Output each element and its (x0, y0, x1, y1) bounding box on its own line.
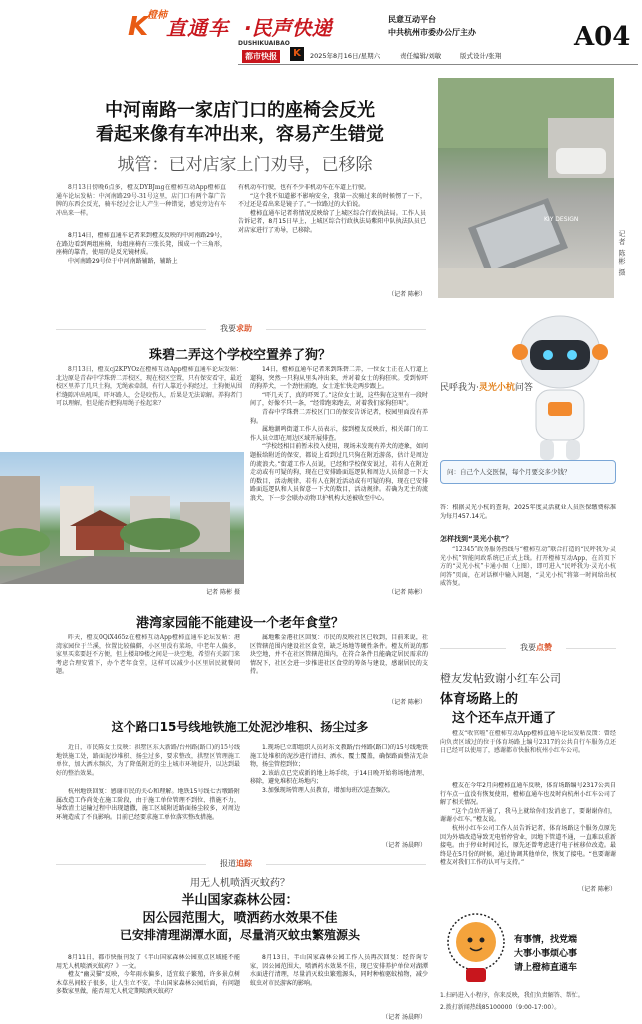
story2-p4: 属地潮鸣街道工作人员表示，接到橙友反映后，相关部门的工作人员立即在周边区域开展排查。 (250, 426, 428, 442)
masthead-brand: 橙柿 (147, 10, 167, 21)
promo-line-1: 有事情，找党端 (514, 935, 578, 945)
promo-line-3: 请上橙柿直通车 (514, 963, 578, 973)
story5-title: 这个路口15号线地铁施工处泥沙堆积、扬尘过多 (111, 720, 369, 734)
story4-title-1: 体育场路上的 (440, 692, 519, 707)
section-followup-key: 追踪 (236, 859, 252, 868)
masthead-paper: 都市快报 (242, 50, 280, 63)
section-help-label (206, 323, 266, 334)
section-followup-label (206, 858, 266, 869)
story1-credit: （记者 陈彬） (388, 291, 426, 298)
promo-step-2: 2.拨打新闻热线85100000（9:00-17:00）。 (440, 1004, 561, 1011)
story2-col2 (250, 366, 428, 584)
robot-how-title: 怎样找到“灵光小杭”？ (440, 535, 513, 543)
mascot-icon (444, 910, 508, 986)
masthead-rule (238, 64, 638, 65)
page-number: A04 (574, 22, 631, 52)
story1-title-1: 中河南路一家店门口的座椅会反光 (105, 100, 375, 121)
story1-title-2: 看起来像有车冲出来，容易产生错觉 (96, 124, 384, 145)
section-help-rule-right (266, 329, 426, 330)
section-help-pre: 我要 (220, 324, 236, 333)
story2-photo (0, 452, 244, 584)
masthead-designer: 版式设计/张翔 (460, 52, 502, 60)
story3-credit: （记者 陈彬） (388, 699, 426, 706)
section-praise-key: 点赞 (536, 643, 552, 652)
story1-p5: 橙柿直通车记者将情况反映给了上城区综合行政执法局。工作人员告诉记者，8月15日早上，上城区综合行政执法局紫阳中队执法队员已对店家进行了劝导，已移除。 (238, 209, 426, 234)
story2-p3: 青春中学珠碧二弄校区门口的保安告诉记者，校园里面没有养狗。 (250, 408, 428, 425)
story4-title-2: 这个还车点开通了 (452, 711, 557, 726)
story6-title-2: 因公园范围大，喷洒药水效果不佳 (142, 911, 338, 926)
robot-how-body: “12345”政务服务热线与“橙柿互动”联合打造的“民呼我为·灵光小杭”智能问政系统已正式上线。打开橙柿互动App，在首页下方的“灵光小杭”卡通小图（上图），即可进入“民呼我为·灵光小杭问答”页面，在对话框中输入问题，“灵光小杭”将第一时间给出权威答复。 (440, 546, 616, 588)
story1-photo-scene (438, 78, 614, 298)
robot-question-bubble: 问：自己个人交医保，每个月要交多少钱？ (440, 460, 616, 484)
story6-p2: 橙友“幽灵猫”反映，今年雨水偏多，适宜蚊子繁殖，许多景点树木草丛间蚊子很多，让人生立不安。半山国家森林公园后面，有问题多数家里做，能否用无人机定期喷洒灭蚊药？ (56, 971, 240, 996)
promo-line-2: 大事小事烦心事 (514, 949, 578, 959)
story4-title-0: 橙友发帖致谢小红车公司 (440, 672, 561, 685)
story1-photo-mark: KIY DESIGN (544, 216, 579, 223)
masthead (0, 0, 642, 70)
story6-title-3: 已安排清理湖潭水面，尽量消灭蚊虫繁殖源头 (119, 928, 360, 942)
story4-p3: 杭州小红车公司工作人员告诉记者，体育场路这个服务点原先因为外墙改造导致无电暂停营业，因地下管道不通，一直难以重新接电。由于停业时间过长，原先还曾考虑进行电子桩移位改造。最终是在5月份的时候，通过协调其他单位，恢复了接电。“也要谢谢橙友对我们工作的认可与支持。” (440, 824, 616, 867)
section-followup-pre: 报道 (220, 859, 236, 868)
story2-p5: “学校经相目前暂未投入使用，现场未发现有养犬的迹象，如问题报给附近的保安，都说上看到过几只狗在附近游荡，估计是周边的流浪犬。”街道工作人员说，已经和学校保安说过，若有人在附近走动或有可疑的狗，现在已安排路面巡逻队和周边人员留意一下大的数目，活动规律，若有人在附近活动或有可疑的狗，现在已安排路面巡逻队和人员留意一下犬的数目，活动规律。若确为无主的流浪犬，下一步会联办动物卫护机构大送被收至中心。 (250, 443, 428, 502)
robot-banner-post: 问答 (514, 383, 533, 393)
section-praise-label (506, 642, 566, 653)
story1-lead: 8月13日傍晚6点多，橙友DYBJmg在橙柿互动App橙柿直通车论坛发帖：中河南路29号-31号这里，店门口有两个靠广告牌的东西会反光，骑车经过会让人产生一种错觉，感觉旁边有车冲出来一样。 (56, 184, 226, 217)
story2-p2: “吓几天了，真的吓死了。”这位女士说，这些狗在这里有一段时间了，好像不只一条，“经常跑来跑去，对着我们家狗狂叫”。 (250, 391, 428, 408)
section-help-rule-left (56, 329, 206, 330)
story1-p4: “这个我不知道影不影响安全，我第一次骑过来的时候愣了一下，不过还是看出来是镜子了。”一位路过的大伯说。 (238, 192, 426, 209)
promo-mascot (444, 910, 508, 986)
masthead-pinyin: DUSHIKUAIBAO (238, 40, 290, 47)
story5-col1 (56, 788, 240, 838)
section-praise-pre: 我要 (520, 643, 536, 652)
story5-lead: 近日，市民陈女士反映：拱墅区东大新路/台州路(路口)的15号线地铁施工处，路面泥沙堆积、扬尘过多，要求整改，拱墅区管理施工单位，加大洒水频次，为了降低附近的尘上城市环境提升，以达到最好的整治效果。 (56, 744, 240, 777)
story5-p3: 2.该站点已完成新的地上场手续，于14日晚开始将场地清理、移除，避免堆积在场地内； (250, 769, 428, 786)
section-followup-rule-right (266, 864, 426, 865)
story1-subtitle: 城管：已对店家上门劝导，已移除 (117, 155, 373, 175)
story1-p1: 8月14日，橙柿直通车记者来到橙友反映的中河南路29号，在路边看到两组座椅，每组座椅有三张长凳，围成一个三角形，座椅的靠背，使用的是反光镜材质。 (56, 232, 226, 257)
masthead-date: 2025年8月16日/星期六 (310, 52, 381, 60)
story1-col1 (56, 232, 226, 302)
story6-col1 (56, 954, 240, 1024)
story4-credit: （记者 陈彬） (578, 886, 616, 893)
promo-step-1: 1.扫码进入小程序，你来反映，我们负责解答、帮忙。 (440, 992, 584, 999)
story2-photo-caption: 记者 陈彬 摄 (206, 589, 240, 596)
story2-lead: 8月13日，橙友cj2KPYOz在橙柿互动App橙柿直通车论坛发帖：北边原是青春中学珠碧二弄校区，现在校区空置，只有保安看守，最近校区里养了几只土狗，无绳索牵制，有行人靠近小狗经过，土狗便从围栏缝隙冲出吼叫，吓坏路人，会是咬伤人，后果是无法谅解。养狗者门可以理解，但是能否把狗用绳子拴起来？ (56, 366, 242, 408)
story3-lead: 昨天，橙友0QiX465z在橙柿互动App橙柿直通车论坛发帖：港湾家园位于兰溪，位置比较偏僻，小区里没有菜场，中老年人偏多，家里买菜要赶不方便，但上楼却9楼之间是一块空地，希望有关部门来考虑合理安置下，办个老年食堂，这样可以减少小区里居民就餐问题。 (56, 634, 240, 676)
story5-p1: 杭州地铁回复：感谢市民的关心和理解。地铁15号线七古墩路附属改造工作尚处在施工阶段，由于施工单位管理不到位、措施不力，导致渣土运输过程中出现遗撒，施工区域附近路面扬尘较多，对周边环境造成了不良影响。目前已经要求施工单位落实整改措施。 (56, 788, 240, 821)
story4-p1: 橙友在今年2月向橙柿直通车反映，体育场路编号2317公共自行车点一直没有恢复使用，橙柿直通车也及时向杭州小红车公司了解了相关情况。 (440, 782, 616, 807)
story5-col2 (250, 744, 428, 838)
story2-title: 珠碧二弄这个学校空置养了狗？ (148, 348, 331, 363)
story6-col2 (250, 954, 428, 1010)
masthead-editor: 责任编辑/刘敏 (400, 52, 442, 60)
section-praise-rule-right (566, 648, 616, 649)
story1-col2 (238, 184, 426, 284)
story1-photo-caption: 记者 陈彬 摄 (618, 230, 626, 277)
section-help-key: 求助 (236, 324, 252, 333)
story5-p2: 1.现场已立即组织人员对东文教路/台州路(路口)的15号线地铁施工处堆积的泥沙进行清扫、洒水、覆土覆盖，确保路面整洁无杂物，扬尘管控到位； (250, 744, 428, 769)
masthead-k-logo: K (128, 12, 149, 42)
story3-body (250, 634, 428, 694)
robot-banner-key: 灵光小杭 (478, 383, 515, 393)
story4-p2: “这个点位开通了，我马上就给你们发消息了，要谢谢你们，谢谢小红车。”橙友说。 (440, 807, 616, 824)
section-followup-rule-left (56, 864, 206, 865)
masthead-org2: 中共杭州市委办公厅主办 (388, 28, 476, 37)
story3-p1: 属地紫金港社区回复：市民的反映社区已收到，目前来说，社区管辖范围内建设社区食堂，缺乏场地等硬性条件。橙友所说的那块空地，并不在社区管辖范围内，在符合条件且能确定居民需求的情况下，社区会进一步推进社区食堂的筹备与建设，感谢居民的支持。 (250, 634, 428, 676)
story6-kicker: 用无人机喷洒灭蚊药？ (190, 878, 290, 889)
masthead-org1: 民意互动平台 (388, 15, 436, 24)
story2-credit: （记者 陈彬） (388, 589, 426, 596)
story6-p1: 8月11日，都市快报刊发了《半山国家森林公园重点区域能不能用无人机喷洒灭蚊药？》一文。 (56, 954, 240, 970)
story6-credit: （记者 汤晨晖） (382, 1014, 426, 1021)
masthead-sub: ·民声快递 (244, 16, 332, 40)
story6-p3: 8月13日，半山国家森林公园工作人员再次回复：经咨询专家，因公园范围大，喷洒药水效果不佳，现已安排养护单位对湖潭水面进行清理，尽量消灭蚊虫繁殖源头，同时种植驱蚊植物，减少蚊虫对市民游客的影响。 (250, 954, 428, 987)
story3-title: 港湾家园能不能建设一个老年食堂？ (135, 616, 344, 631)
story5-credit: （记者 汤晨晖） (382, 842, 426, 849)
robot-banner (440, 380, 533, 393)
story5-p4: 3.加强现场管理人员教育，增加每班次巡查频次。 (262, 786, 394, 794)
section-praise-rule-left (440, 648, 506, 649)
story1-photo (438, 78, 614, 298)
masthead-title: 直通车 (166, 16, 229, 40)
story6-title-1: 半山国家森林公园： (181, 893, 299, 908)
story1-p2: 中河南路29号位于中河南路辅路，辅路上 (68, 257, 178, 265)
robot-answer: 答：根据灵光小杭的查询，2025年度灵活就业人员医保缴费标准为每月457.14元。 (440, 504, 616, 520)
story2-photo-scene (0, 452, 244, 584)
masthead-paper-logo: K (290, 47, 304, 61)
story1-p3: 有机动车行驶，也有不少非机动车在车道上行驶。 (238, 184, 371, 191)
story4-lead: 橙友“收官啦”在橙柿互动App橙柿直通车论坛发帖反馈：曾经向负责区域过的位于体育场路上编号2317的公共自行车服务点还日已经可以使用了，感谢都市快报和杭州小红车公司。 (440, 730, 616, 755)
story4-body (440, 782, 616, 882)
robot-banner-pre: 民呼我为· (440, 383, 479, 393)
story2-p1: 14日，橙柿直通车记者来到珠碧二弄，一位女士正在人行道上遛狗，突然一只狗从里头冲出来，并对着女士的狗狂吠。受到惊吓的狗养犬，一个劲往前跑，女士连忙快走两步跟上。 (250, 366, 428, 391)
